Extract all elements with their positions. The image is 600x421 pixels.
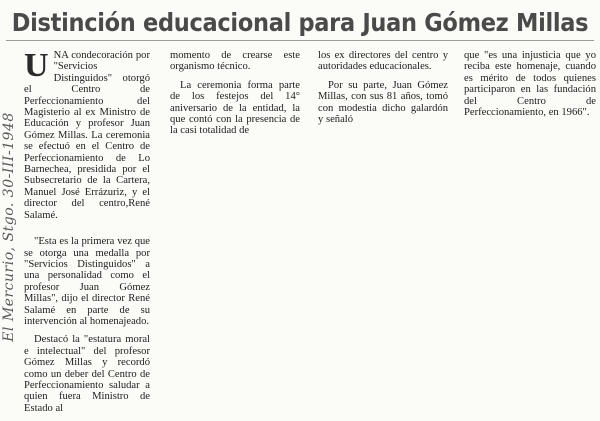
column-3-paragraph-1: los ex directores del centro y autoridades educacionales.: [318, 50, 448, 73]
column-3: [318, 50, 448, 132]
column-1-paragraph-1-text: NA condecoración por "Servicios Distinguidos" otorgó el Centro de Perfeccionamiento del Magisterio al ex Ministro de Educación y profesor Juan Gómez Millas. La ceremonia se efectuó en el Centro de Perfeccionamiento de Lo Barnechea, presidida por el Subsecretario de la Cartera, Manuel José Errázuriz, y el director del centro,René Salamé.: [24, 50, 150, 221]
column-1-paragraph-1: [24, 47, 150, 221]
headline-rule: [6, 40, 594, 41]
column-4: [464, 50, 596, 125]
headline: Distinción educacional para Juan Gómez Millas: [11, 8, 589, 37]
column-1-paragraph-2: "Esta es la primera vez que se otorga una medalla por "Servicios Distinguidos" a una personalidad como el profesor Juan Gómez Millas", dijo el director René Salamé en parte de su intervención al homenajeado.: [24, 236, 150, 327]
column-2-paragraph-1: momento de crearse este organismo técnico.: [170, 50, 300, 73]
column-1-paragraph-3: Destacó la "estatura moral e intelectual" del profesor Gómez Millas y recordó como un deber del Centro de Perfeccionamiento saludar a quien fuera Ministro de Estado al: [24, 334, 150, 414]
column-2-paragraph-2: La ceremonia forma parte de los festejos del 14° aniversario de la entidad, la que contó con la presencia de la casi totalidad de: [170, 79, 300, 137]
drop-cap: U: [24, 47, 49, 84]
column-2: [170, 50, 300, 144]
column-4-paragraph-1: que "es una injusticia que yo reciba este homenaje, cuando es mérito de todos quienes participaron en las fundación del Centro de Perfeccionamiento, en 1966".: [464, 50, 596, 119]
handwritten-source-note: El Mercurio, Stgo. 30-III-1948: [1, 112, 17, 342]
column-3-paragraph-2: Por su parte, Juan Gómez Millas, con sus 81 años, tomó con modestia dicho galardón y señaló: [318, 79, 448, 126]
column-1: [24, 47, 150, 421]
